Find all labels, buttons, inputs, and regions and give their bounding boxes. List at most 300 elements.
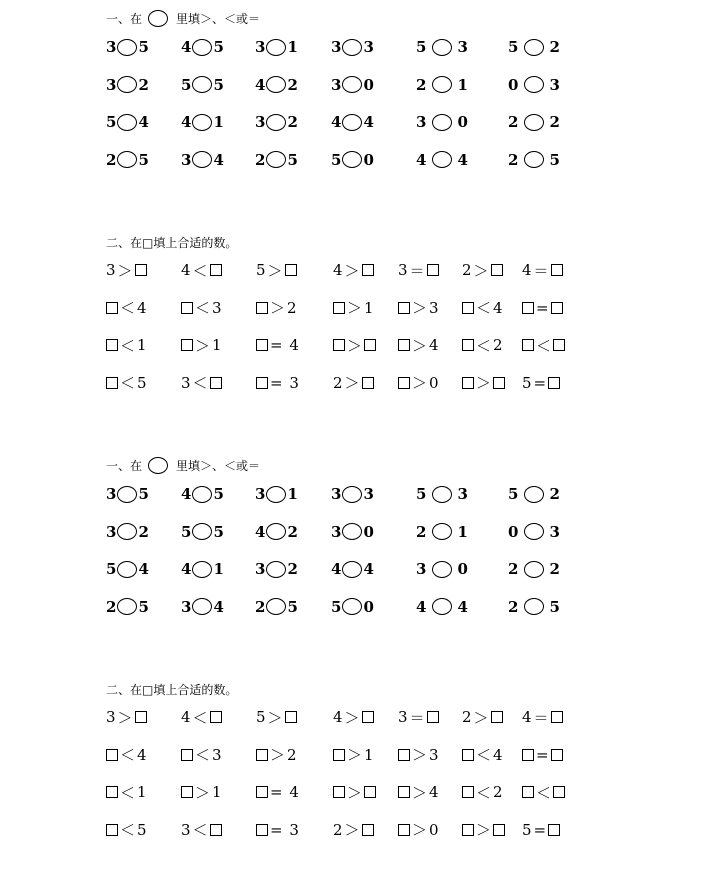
operator-symbol: ＞ (412, 336, 428, 355)
answer-circle[interactable] (266, 76, 286, 93)
fill-blank-item (522, 296, 563, 320)
answer-box[interactable] (106, 377, 118, 389)
right-number: 2 (138, 75, 149, 94)
fill-blank-item (181, 258, 222, 282)
answer-box[interactable] (462, 339, 474, 351)
comparison-item (416, 595, 468, 619)
number: 4 (137, 745, 147, 764)
operator-symbol: ＜ (192, 261, 208, 280)
fill-blank-item (398, 333, 439, 357)
fill-blank-item (398, 258, 439, 282)
right-number: 2 (549, 560, 560, 578)
fill-blank-item (256, 818, 299, 842)
comparison-item (255, 73, 298, 97)
answer-circle[interactable] (192, 561, 212, 578)
number: 3 (106, 261, 116, 279)
comparison-item (255, 557, 298, 581)
number: 4 (429, 783, 439, 801)
right-number: 0 (363, 522, 374, 541)
answer-circle[interactable] (524, 523, 544, 540)
right-number: 0 (363, 150, 374, 169)
fill-blank-item (522, 371, 560, 395)
answer-box[interactable] (427, 711, 439, 723)
number: 2 (333, 373, 343, 392)
answer-box[interactable] (398, 339, 410, 351)
fill-row (0, 705, 706, 729)
fill-row (0, 818, 706, 842)
operator-symbol: ＞ (344, 708, 360, 727)
fill-blank-item (522, 743, 563, 767)
answer-circle[interactable] (432, 523, 452, 540)
answer-circle[interactable] (432, 598, 452, 615)
answer-box[interactable] (551, 302, 563, 314)
answer-box[interactable] (398, 749, 410, 761)
right-number: 1 (457, 522, 468, 541)
answer-box[interactable] (181, 339, 193, 351)
answer-box[interactable] (398, 302, 410, 314)
operator-symbol: ＞ (347, 746, 363, 764)
answer-box[interactable] (522, 302, 534, 314)
comparison-item (181, 73, 224, 97)
answer-box[interactable] (462, 302, 474, 314)
answer-box[interactable] (210, 711, 222, 723)
number: 2 (493, 336, 503, 354)
fill-blank-item (333, 743, 374, 767)
right-number: 0 (457, 113, 468, 131)
answer-box[interactable] (181, 786, 193, 798)
operator-symbol: ＞ (347, 299, 363, 317)
right-number: 4 (213, 597, 224, 616)
operator-symbol: = (270, 373, 283, 392)
number: 4 (493, 745, 503, 764)
operator-symbol: ＜ (195, 746, 211, 764)
right-number: 3 (549, 522, 560, 541)
answer-circle[interactable] (342, 76, 362, 93)
answer-box[interactable] (551, 264, 563, 276)
comparison-item (331, 482, 374, 506)
left-number: 5 (181, 522, 192, 541)
comparison-item (508, 482, 560, 506)
fill-blank-item (256, 296, 297, 320)
answer-box[interactable] (333, 339, 345, 351)
answer-circle[interactable] (432, 114, 452, 131)
answer-box[interactable] (398, 377, 410, 389)
answer-circle[interactable] (432, 39, 452, 56)
answer-circle[interactable] (432, 486, 452, 503)
fill-blank-item (462, 705, 503, 729)
answer-box[interactable] (427, 264, 439, 276)
answer-box[interactable] (106, 749, 118, 761)
left-number: 2 (106, 150, 117, 169)
number: 4 (181, 261, 191, 279)
answer-box[interactable] (256, 377, 268, 389)
answer-box[interactable] (106, 824, 118, 836)
answer-circle[interactable] (117, 39, 137, 56)
right-number: 1 (287, 38, 298, 56)
operator-symbol: ＜ (120, 746, 136, 764)
answer-box[interactable] (522, 786, 534, 798)
right-number: 4 (138, 113, 149, 131)
left-number: 0 (508, 522, 519, 541)
fill-blank-item (398, 371, 439, 395)
operator-symbol: ＞ (473, 708, 489, 727)
answer-circle[interactable] (524, 151, 544, 168)
answer-circle[interactable] (192, 598, 212, 615)
answer-box[interactable] (548, 824, 560, 836)
answer-box[interactable] (553, 786, 565, 798)
fill-row (0, 333, 706, 357)
answer-circle[interactable] (342, 486, 362, 503)
comparison-item (331, 73, 374, 97)
operator-symbol: ＞ (267, 261, 283, 280)
answer-circle[interactable] (342, 114, 362, 131)
comparison-item (331, 557, 374, 581)
right-number: 4 (363, 113, 374, 131)
answer-box[interactable] (256, 339, 268, 351)
answer-circle[interactable] (266, 114, 286, 131)
answer-box[interactable] (491, 711, 503, 723)
number: 3 (429, 298, 439, 317)
answer-box[interactable] (493, 377, 505, 389)
answer-box[interactable] (256, 302, 268, 314)
answer-circle[interactable] (432, 151, 452, 168)
number: 3 (289, 373, 299, 392)
answer-box[interactable] (106, 339, 118, 351)
left-number: 5 (508, 38, 519, 56)
answer-circle[interactable] (192, 39, 212, 56)
fill-blank-item (256, 371, 299, 395)
answer-circle[interactable] (192, 114, 212, 131)
right-number: 2 (287, 113, 298, 131)
operator-symbol: = (270, 336, 283, 354)
answer-circle[interactable] (266, 598, 286, 615)
left-number: 3 (255, 485, 266, 503)
number: 1 (212, 336, 222, 354)
answer-circle[interactable] (117, 598, 137, 615)
answer-box[interactable] (462, 824, 474, 836)
fill-row (0, 258, 706, 282)
operator-symbol: ＜ (195, 299, 211, 317)
right-number: 0 (363, 75, 374, 94)
operator-symbol: ＞ (344, 821, 360, 839)
number: 4 (181, 708, 191, 726)
comparison-item (416, 35, 468, 59)
left-number: 4 (181, 38, 192, 56)
fill-row (0, 780, 706, 804)
operator-symbol: = (533, 820, 547, 839)
right-number: 4 (457, 597, 468, 616)
answer-circle[interactable] (117, 114, 137, 131)
comparison-item (416, 73, 468, 97)
fill-blank-item (522, 818, 560, 842)
left-number: 4 (181, 560, 192, 578)
answer-circle[interactable] (432, 76, 452, 93)
fill-blank-item (462, 371, 505, 395)
answer-circle[interactable] (266, 486, 286, 503)
number: 0 (429, 820, 439, 839)
answer-circle[interactable] (342, 151, 362, 168)
comparison-item (331, 110, 374, 134)
right-number: 5 (213, 522, 224, 541)
circle-symbol-icon (148, 457, 168, 474)
answer-box[interactable] (398, 824, 410, 836)
left-number: 3 (331, 38, 342, 56)
number: 5 (137, 820, 147, 839)
answer-circle[interactable] (524, 76, 544, 93)
fill-blank-item (522, 333, 565, 357)
answer-circle[interactable] (117, 76, 137, 93)
right-number: 5 (138, 597, 149, 616)
answer-box[interactable] (364, 786, 376, 798)
number: 4 (493, 298, 503, 317)
left-number: 3 (416, 560, 427, 578)
answer-circle[interactable] (342, 523, 362, 540)
answer-box[interactable] (106, 786, 118, 798)
section1-a-title-prefix: 一、在 (106, 12, 143, 26)
number: 3 (398, 261, 408, 279)
fill-blank-item (181, 705, 222, 729)
answer-box[interactable] (256, 786, 268, 798)
number: 3 (181, 373, 191, 392)
right-number: 2 (287, 75, 298, 94)
left-number: 5 (106, 113, 117, 131)
answer-box[interactable] (333, 786, 345, 798)
comparison-item (508, 520, 560, 544)
number: 3 (398, 708, 408, 726)
answer-circle[interactable] (192, 76, 212, 93)
number: 4 (137, 298, 147, 317)
answer-circle[interactable] (524, 486, 544, 503)
answer-circle[interactable] (266, 151, 286, 168)
answer-box[interactable] (181, 302, 193, 314)
right-number: 1 (287, 485, 298, 503)
answer-circle[interactable] (524, 561, 544, 578)
right-number: 2 (138, 522, 149, 541)
answer-box[interactable] (210, 824, 222, 836)
answer-circle[interactable] (524, 598, 544, 615)
right-number: 2 (287, 560, 298, 578)
right-number: 5 (549, 150, 560, 169)
circle-symbol-icon (148, 10, 168, 27)
comparison-item (508, 557, 560, 581)
answer-circle[interactable] (432, 561, 452, 578)
operator-symbol: ＜ (120, 783, 136, 802)
left-number: 4 (416, 597, 427, 616)
right-number: 2 (549, 485, 560, 503)
answer-box[interactable] (210, 377, 222, 389)
fill-blank-item (106, 333, 147, 357)
answer-box[interactable] (285, 264, 297, 276)
right-number: 4 (457, 150, 468, 169)
number: 5 (522, 373, 532, 392)
answer-circle[interactable] (117, 151, 137, 168)
right-number: 1 (213, 560, 224, 578)
answer-box[interactable] (522, 339, 534, 351)
left-number: 3 (181, 150, 192, 169)
answer-box[interactable] (181, 749, 193, 761)
right-number: 4 (363, 560, 374, 578)
answer-box[interactable] (135, 264, 147, 276)
fill-blank-item (398, 743, 439, 767)
right-number: 5 (287, 597, 298, 616)
answer-circle[interactable] (524, 114, 544, 131)
answer-circle[interactable] (192, 523, 212, 540)
operator-symbol: ＞ (473, 261, 489, 280)
comparison-item (416, 482, 468, 506)
right-number: 4 (138, 560, 149, 578)
number: 4 (289, 783, 299, 801)
fill-blank-item (462, 780, 503, 804)
left-number: 2 (416, 522, 427, 541)
fill-blank-item (462, 743, 503, 767)
answer-box[interactable] (362, 711, 374, 723)
number: 1 (212, 783, 222, 801)
fill-blank-item (522, 258, 563, 282)
answer-box[interactable] (333, 302, 345, 314)
answer-box[interactable] (362, 264, 374, 276)
left-number: 5 (331, 597, 342, 616)
left-number: 2 (255, 150, 266, 169)
fill-blank-item (181, 780, 222, 804)
answer-box[interactable] (135, 711, 147, 723)
fill-blank-item (106, 743, 147, 767)
comparison-item (331, 595, 374, 619)
number: 1 (364, 298, 374, 317)
comparison-item (508, 595, 560, 619)
comparison-item (181, 148, 224, 172)
comparison-item (181, 35, 224, 59)
number: 4 (522, 708, 532, 726)
number: 4 (333, 261, 343, 279)
answer-circle[interactable] (117, 561, 137, 578)
fill-blank-item (462, 296, 503, 320)
right-number: 5 (549, 597, 560, 616)
comparison-row (0, 520, 706, 544)
comparison-item (181, 520, 224, 544)
operator-symbol: = (536, 298, 549, 317)
answer-box[interactable] (493, 824, 505, 836)
comparison-item (255, 520, 298, 544)
fill-blank-item (398, 818, 439, 842)
answer-box[interactable] (462, 377, 474, 389)
left-number: 0 (508, 75, 519, 94)
answer-circle[interactable] (266, 523, 286, 540)
fill-row (0, 296, 706, 320)
answer-box[interactable] (210, 264, 222, 276)
fill-blank-item (256, 705, 297, 729)
number: 3 (289, 820, 299, 839)
fill-blank-item (181, 296, 222, 320)
operator-symbol: ＜ (120, 336, 136, 355)
answer-circle[interactable] (266, 561, 286, 578)
answer-circle[interactable] (342, 598, 362, 615)
answer-circle[interactable] (192, 151, 212, 168)
answer-box[interactable] (551, 711, 563, 723)
right-number: 5 (138, 38, 149, 56)
answer-box[interactable] (362, 377, 374, 389)
answer-box[interactable] (548, 377, 560, 389)
right-number: 5 (213, 485, 224, 503)
answer-box[interactable] (364, 339, 376, 351)
comparison-item (255, 595, 298, 619)
answer-box[interactable] (522, 749, 534, 761)
answer-circle[interactable] (117, 523, 137, 540)
right-number: 2 (549, 38, 560, 56)
right-number: 3 (457, 485, 468, 503)
left-number: 3 (331, 522, 342, 541)
comparison-item (255, 35, 298, 59)
number: 5 (522, 820, 532, 839)
operator-symbol: ＞ (195, 336, 211, 355)
left-number: 2 (508, 560, 519, 578)
left-number: 2 (508, 113, 519, 131)
right-number: 3 (363, 485, 374, 503)
answer-box[interactable] (398, 786, 410, 798)
operator-symbol: = (536, 745, 549, 764)
left-number: 3 (255, 113, 266, 131)
operator-symbol: ＞ (476, 821, 492, 839)
left-number: 4 (331, 560, 342, 578)
answer-box[interactable] (256, 749, 268, 761)
answer-circle[interactable] (524, 39, 544, 56)
comparison-row (0, 482, 706, 506)
number: 3 (212, 745, 222, 764)
answer-box[interactable] (256, 824, 268, 836)
section2-a-title: 二、在□填上合适的数。 (106, 236, 238, 250)
left-number: 5 (416, 38, 427, 56)
left-number: 2 (106, 597, 117, 616)
answer-box[interactable] (462, 749, 474, 761)
operator-symbol: ＜ (476, 299, 492, 317)
answer-box[interactable] (362, 824, 374, 836)
comparison-item (331, 520, 374, 544)
answer-box[interactable] (106, 302, 118, 314)
number: 3 (429, 745, 439, 764)
answer-box[interactable] (333, 749, 345, 761)
operator-symbol: ＜ (536, 783, 552, 802)
answer-circle[interactable] (342, 561, 362, 578)
answer-circle[interactable] (266, 39, 286, 56)
left-number: 3 (106, 75, 117, 94)
operator-symbol: ＜ (476, 783, 492, 802)
comparison-item (181, 110, 224, 134)
number: 2 (287, 298, 297, 317)
operator-symbol: ＞ (117, 261, 133, 280)
answer-box[interactable] (491, 264, 503, 276)
operator-symbol: ＜ (536, 336, 552, 355)
comparison-row (0, 148, 706, 172)
answer-circle[interactable] (117, 486, 137, 503)
number: 2 (333, 820, 343, 839)
answer-circle[interactable] (192, 486, 212, 503)
operator-symbol: ＞ (270, 299, 286, 317)
answer-box[interactable] (551, 749, 563, 761)
number: 1 (364, 745, 374, 764)
comparison-item (106, 520, 149, 544)
comparison-item (181, 595, 224, 619)
left-number: 3 (331, 485, 342, 503)
right-number: 4 (213, 150, 224, 169)
right-number: 5 (213, 38, 224, 56)
answer-box[interactable] (553, 339, 565, 351)
comparison-item (416, 110, 468, 134)
left-number: 3 (255, 560, 266, 578)
right-number: 5 (213, 75, 224, 94)
answer-circle[interactable] (342, 39, 362, 56)
answer-box[interactable] (462, 786, 474, 798)
answer-box[interactable] (285, 711, 297, 723)
operator-symbol: ＞ (412, 374, 428, 392)
